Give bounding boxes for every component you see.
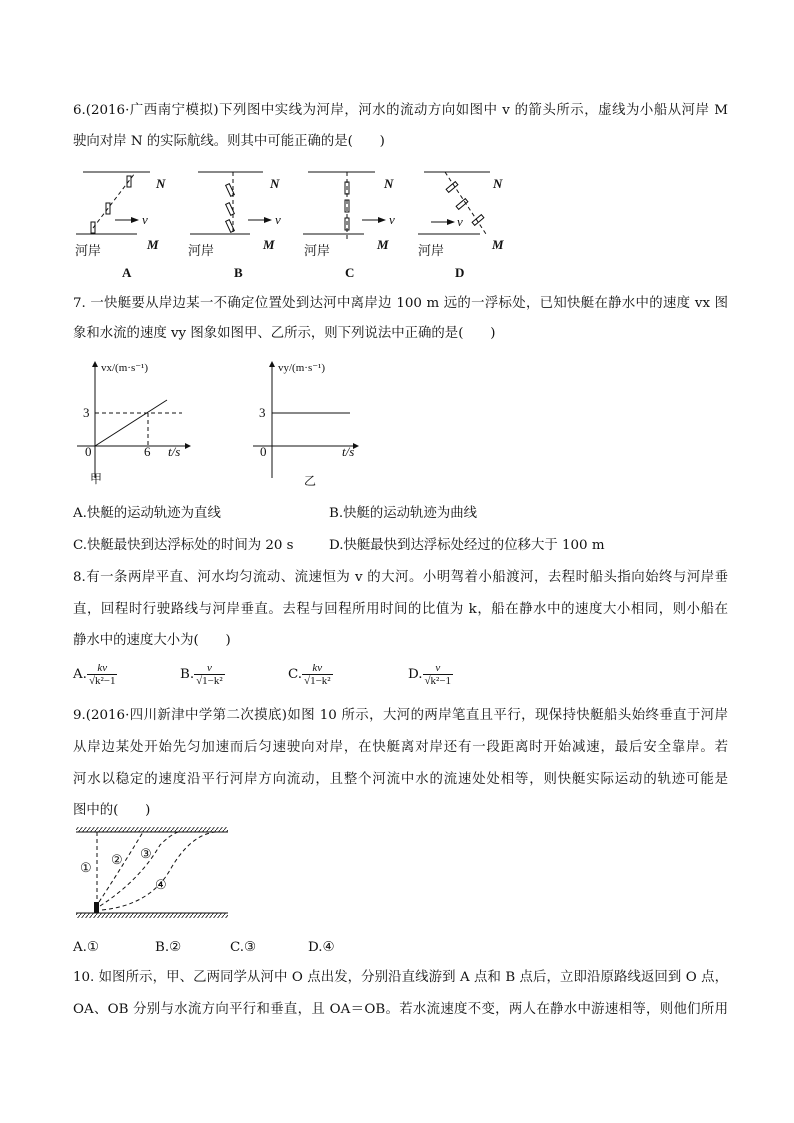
graph2-ylabel: vy/(m·s⁻¹) xyxy=(278,362,325,374)
graph2-xlabel: t/s xyxy=(342,444,355,459)
path-label-4: ④ xyxy=(155,877,167,892)
q8-option-d: D. $\frac{v}{\text{√k²−1}}$ xyxy=(408,662,452,687)
q10-line2: OA、OB 分别与水流方向平行和垂直，且 OA＝OB。若水流速度不变，两人在静水中游速相等，则他们所用 xyxy=(73,1002,728,1017)
q7-option-d: D.快艇最快到达浮标处经过的位移大于 100 m xyxy=(329,538,605,553)
q7-option-b: B.快艇的运动轨迹为曲线 xyxy=(329,506,478,521)
v-label: v xyxy=(389,212,395,227)
bank-label: 河岸 xyxy=(75,243,102,258)
q9-line1: 9.(2016·四川新津中学第二次摸底)如图 10 所示，大河的两岸笔直且平行，现保持快艇船头始终垂直于河岸 xyxy=(73,708,728,723)
q9-option-c: C.③ xyxy=(230,940,257,955)
q9-option-b: B.② xyxy=(155,940,182,955)
path-label-2: ② xyxy=(111,852,123,867)
bank-label: 河岸 xyxy=(188,243,215,258)
m-label: M xyxy=(492,237,504,252)
q8-option-b: B. $\frac{v}{\text{√1−k²}}$ xyxy=(180,662,223,687)
graph1-caption: 甲 xyxy=(90,472,103,486)
graph1-ytick: 3 xyxy=(83,405,90,420)
graph1-origin: 0 xyxy=(85,444,92,459)
v-label: v xyxy=(142,212,148,227)
q8-line3: 静水中的速度大小为( ) xyxy=(73,633,231,648)
bank-label: 河岸 xyxy=(304,243,331,258)
graph1-ylabel: vx/(m·s⁻¹) xyxy=(101,362,148,374)
panel-label-d: D xyxy=(455,265,465,280)
q8-line1: 8.有一条两岸平直、河水均匀流动、流速恒为 v 的大河。小明驾着小船渡河，去程时船头指向始终与河岸垂 xyxy=(73,570,728,585)
q7-option-a: A.快艇的运动轨迹为直线 xyxy=(73,506,221,521)
n-label: N xyxy=(493,176,503,191)
v-label: v xyxy=(457,214,463,229)
m-label: M xyxy=(147,237,159,252)
q9-option-d: D.④ xyxy=(308,940,335,955)
panel-label-c: C xyxy=(345,265,355,280)
bank-label: 河岸 xyxy=(418,243,445,258)
q9-line4: 图中的( ) xyxy=(73,803,151,818)
v-label: v xyxy=(275,212,281,227)
q9-line3: 河水以稳定的速度沿平行河岸方向流动，且整个河流中水的流速处处相等，则快艇实际运动的轨迹可能是 xyxy=(73,772,728,787)
q6-line2: 驶向对岸 N 的实际航线。则其中可能正确的是( ) xyxy=(73,134,385,149)
q10-line1: 10. 如图所示，甲、乙两同学从河中 O 点出发，分别沿直线游到 A 点和 B 点后，立即沿原路线返回到 O 点， xyxy=(73,970,728,985)
q6-line1: 6.(2016·广西南宁模拟)下列图中实线为河岸，河水的流动方向如图中 v 的箭头所示，虚线为小船从河岸 M xyxy=(73,103,728,118)
graph2-ytick: 3 xyxy=(259,405,266,420)
q7-line1: 7. 一快艇要从岸边某一不确定位置处到达河中离岸边 100 m 远的一浮标处，已知快艇在静水中的速度 vx 图 xyxy=(73,296,728,311)
m-label: M xyxy=(263,237,275,252)
q8-line2: 直，回程时行驶路线与河岸垂直。去程与回程所用时间的比值为 k，船在静水中的速度大小相同，则小船在 xyxy=(73,602,728,617)
path-label-3: ③ xyxy=(140,846,152,861)
graph2-caption: 乙 xyxy=(304,474,317,488)
q7-line2: 象和水流的速度 vy 图象如图甲、乙所示，则下列说法中正确的是( ) xyxy=(73,326,496,341)
m-label: M xyxy=(377,237,389,252)
panel-label-a: A xyxy=(122,265,132,280)
panel-label-b: B xyxy=(234,265,243,280)
graph2-origin: 0 xyxy=(260,444,267,459)
q8-option-c: C. $\frac{kv}{\text{√1−k²}}$ xyxy=(288,662,331,687)
q9-option-a: A.① xyxy=(73,940,99,955)
n-label: N xyxy=(156,176,166,191)
path-label-1: ① xyxy=(80,860,92,875)
graph1-xtick: 6 xyxy=(144,444,151,459)
q9-line2: 从岸边某处开始先匀加速而后匀速驶向对岸，在快艇离对岸还有一段距离时开始减速，最后安全靠岸。若 xyxy=(73,740,728,755)
q7-option-c: C.快艇最快到达浮标处的时间为 20 s xyxy=(73,538,294,553)
n-label: N xyxy=(384,176,394,191)
q8-option-a: A. $\frac{kv}{\text{√k²−1}}$ xyxy=(73,662,116,687)
graph1-xlabel: t/s xyxy=(168,444,181,459)
n-label: N xyxy=(270,176,280,191)
